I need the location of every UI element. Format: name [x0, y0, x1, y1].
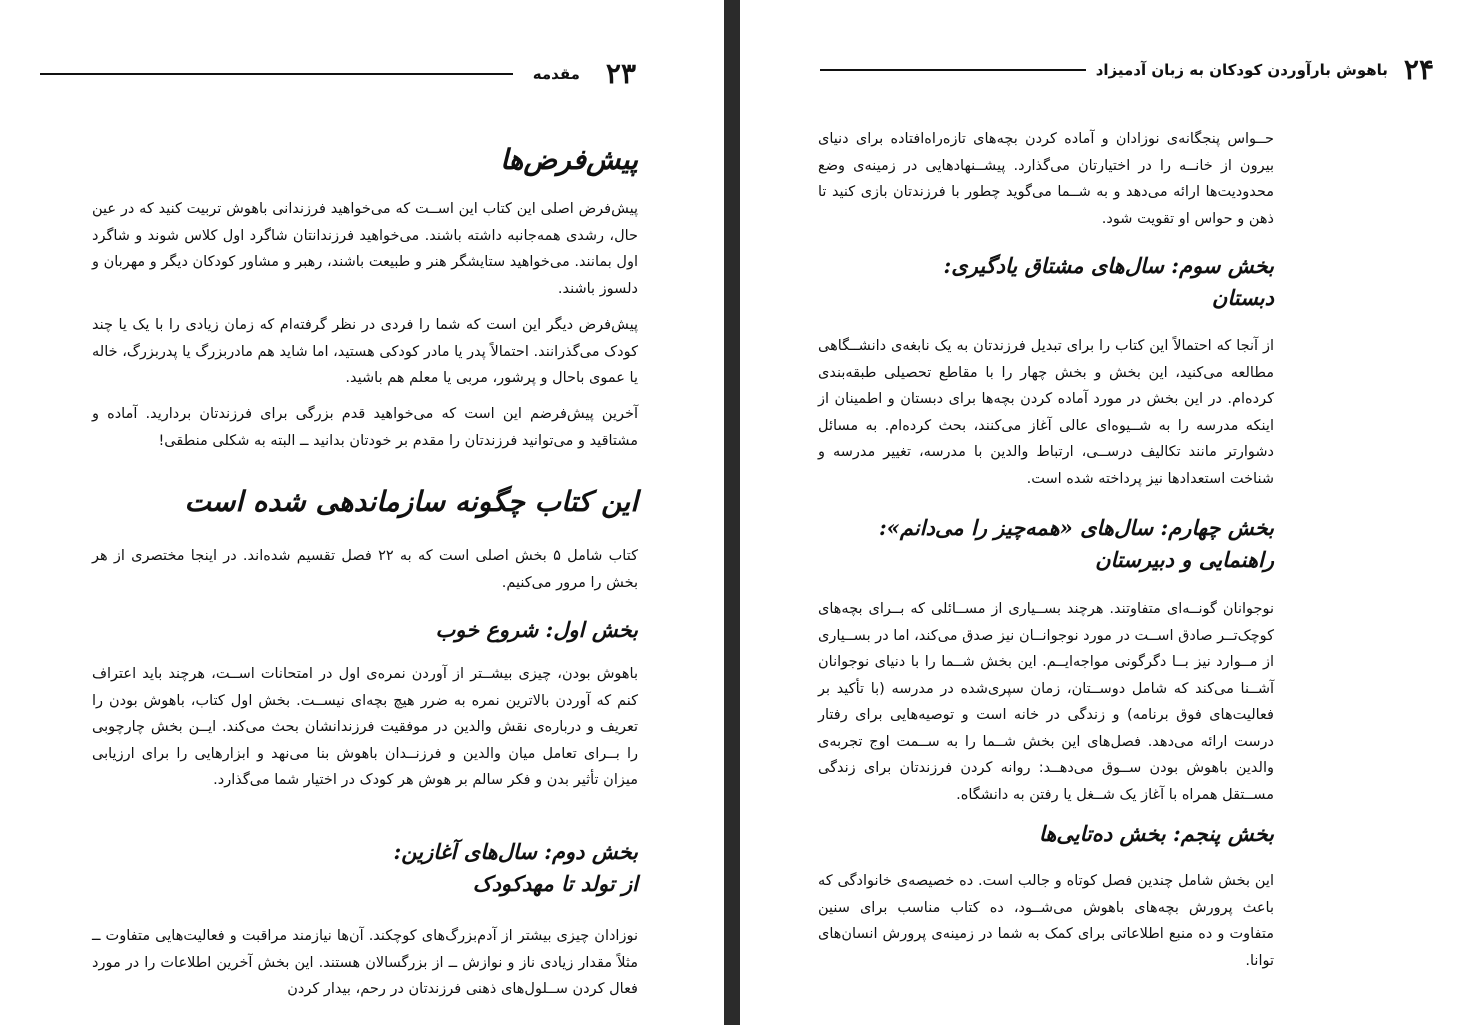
part-heading-1: بخش اول: شروع خوب: [435, 617, 638, 642]
paragraph: حــواس پنجگانه‌ی نوزادان و آماده کردن بچه‌های تازه‌راه‌افتاده برای دنیای بیرون از خانــه را در اختیارتان می‌گذارد. پیشــنهادهایی در زمینه‌ی وضع محدودیت‌ها ارائه می‌دهد و به شــما می‌گوید چطور با فرزندتان بازی کنید تا ذهن و حواس او تقویت شود.: [818, 131, 1274, 227]
section-heading-assumptions: پیش‌فرض‌ها: [500, 143, 638, 176]
part-heading-3: [818, 250, 1274, 313]
part-heading-3-line2: دبستان: [1211, 284, 1274, 310]
page-number: ۲۴: [1403, 53, 1434, 86]
paragraph: این بخش شامل چندین فصل کوتاه و جالب است. ده خصیصه‌ی خانوادگی که باعث پرورش بچه‌های باهوش می‌شــود، ده کتاب مناسب برای سنین متفاوت و ده منبع اطلاعاتی برای کمک به شما در زمینه‌ی پرورش انسان‌های توانا.: [818, 873, 1274, 969]
paragraph: باهوش بودن، چیزی بیشــتر از آوردن نمره‌ی اول در امتحانات اســت، هرچند باید اعتراف کنم که آوردن بالاترین نمره به ضرر هیچ بچه‌ای نیســت. بخش اول کتاب، باهوش بودن را تعریف و درباره‌ی نقش والدین در موفقیت فرزندانشان بحث می‌کند. ایــن بخش چارچوبی را بــرای تعامل میان والدین و فرزنــدان باهوش بنا می‌نهد و ابزارهایی را برای ارزیابی میزان تأثیر بدن و فکر سالم بر هوش هر کودک در اختیار شما می‌گذارد.: [92, 666, 638, 788]
book-gutter: [724, 0, 740, 1025]
header-rule: [820, 69, 1086, 71]
left-page-header: [40, 57, 636, 90]
part-heading-2-line2: از تولد تا مهدکودک: [472, 870, 638, 896]
right-page: [740, 0, 1469, 1025]
part-heading-3-line1: بخش سوم: سال‌های مشتاق یادگیری:: [943, 253, 1274, 278]
left-page: [0, 0, 724, 1025]
paragraph: پیش‌فرض دیگر این است که شما را فردی در نظر گرفته‌ام که زمان زیادی را با یک یا چند کودک می‌گذرانند. احتمالاً پدر یا مادر کودکی هستید، اما شاید هم مادربزرگ یا پدربزرگ، خاله یا عموی باحال و پرشور، مربی یا معلم هم باشید.: [92, 317, 638, 386]
paragraph: نوزادان چیزی بیشتر از آدم‌بزرگ‌های کوچکند. آن‌ها نیازمند مراقبت و فعالیت‌هایی متفاوت ــ مثلاً مقدار زیادی ناز و نوازش ــ از بزرگسالان هستند. این بخش آخرین اطلاعات را در مورد فعال کردن ســلول‌های ذهنی فرزندتان در رحم، بیدار کردن: [92, 928, 638, 997]
paragraph: نوجوانان گونــه‌ای متفاوتند. هرچند بســیاری از مســائلی که بــرای بچه‌های کوچک‌تــر صادق اســت در مورد نوجوانــان نیز صدق می‌کند، اما در بســیاری از مــوارد نیز بــا دگرگونی مواجه‌ایــم. این بخش شــما را با دنیای نوجوانان آشــنا می‌کند که شامل دوســتان، زمان سپری‌شده در مدرسه (با تأکید بر فعالیت‌های فوق برنامه) و زندگی در خانه است و توصیه‌هایی برای رفتار درست ارائه می‌دهد. فصل‌های این بخش شــما را به ســمت اوج تجربه‌ی والدین باهوش بودن ســوق می‌دهــد: روانه کردن فرزندتان برای زندگی مســتقل همراه با آغاز یک شــغل یا رفتن به دانشگاه.: [818, 601, 1274, 803]
left-page-content: [92, 140, 638, 1020]
right-page-content: [818, 124, 1274, 1014]
part-heading-2-line1: بخش دوم: سال‌های آغازین:: [393, 839, 638, 864]
running-header-title: باهوش بارآوردن کودکان به زبان آدمیزاد: [1095, 61, 1388, 79]
paragraph: کتاب شامل ۵ بخش اصلی است که به ۲۲ فصل تقسیم شده‌اند. در اینجا مختصری از هر بخش را مرور می‌کنیم.: [92, 548, 638, 591]
section-heading-structure: این کتاب چگونه سازماندهی شده است: [184, 485, 638, 518]
paragraph: از آنجا که احتمالاً این کتاب را برای تبدیل فرزندتان به یک نابغه‌ی دانشــگاهی مطالعه می‌کنید، این بخش و بخش چهار را با مقاطع تحصیلی طبقه‌بندی کرده‌ام. در این بخش در مورد آماده کردن بچه‌ها برای دبستان و اطمینان از اینکه مدرسه را به شــیوه‌ای عالی آغاز می‌کنند، بحث کرده‌ام. به مسائل دشوارتر مانند تکالیف درســی، ارتباط والدین با مدرسه، تغییر مدرسه و شناخت استعدادها نیز پرداخته شده است.: [818, 338, 1274, 487]
page-number: ۲۳: [605, 57, 636, 90]
part-heading-5: بخش پنجم: بخش ده‌تایی‌ها: [1038, 821, 1274, 846]
paragraph: پیش‌فرض اصلی این کتاب این اســت که می‌خواهید فرزندانی باهوش تربیت کنید که در عین حال، رشدی همه‌جانبه داشته باشند. می‌خواهید فرزندانتان شاگرد اول کلاس شوند و شاگرد اول بمانند. می‌خواهید ستایشگر هنر و طبیعت باشند، رهبر و مشاور کودکان دیگر و مهربان و دلسوز باشند.: [92, 201, 638, 297]
part-heading-2: [92, 836, 638, 899]
running-header-title: مقدمه: [532, 65, 580, 83]
header-rule: [40, 73, 513, 75]
paragraph: آخرین پیش‌فرضم این است که می‌خواهید قدم بزرگی برای فرزندتان بردارید. آماده و مشتاقید و می‌توانید فرزندتان را مقدم بر خودتان بدانید ــ البته به شکلی منطقی!: [92, 406, 638, 449]
right-page-header: [820, 53, 1434, 86]
part-heading-4-line1: بخش چهارم: سال‌های «همه‌چیز را می‌دانم»:: [879, 515, 1274, 540]
part-heading-4: [818, 512, 1274, 575]
part-heading-4-line2: راهنمایی و دبیرستان: [1095, 546, 1274, 572]
